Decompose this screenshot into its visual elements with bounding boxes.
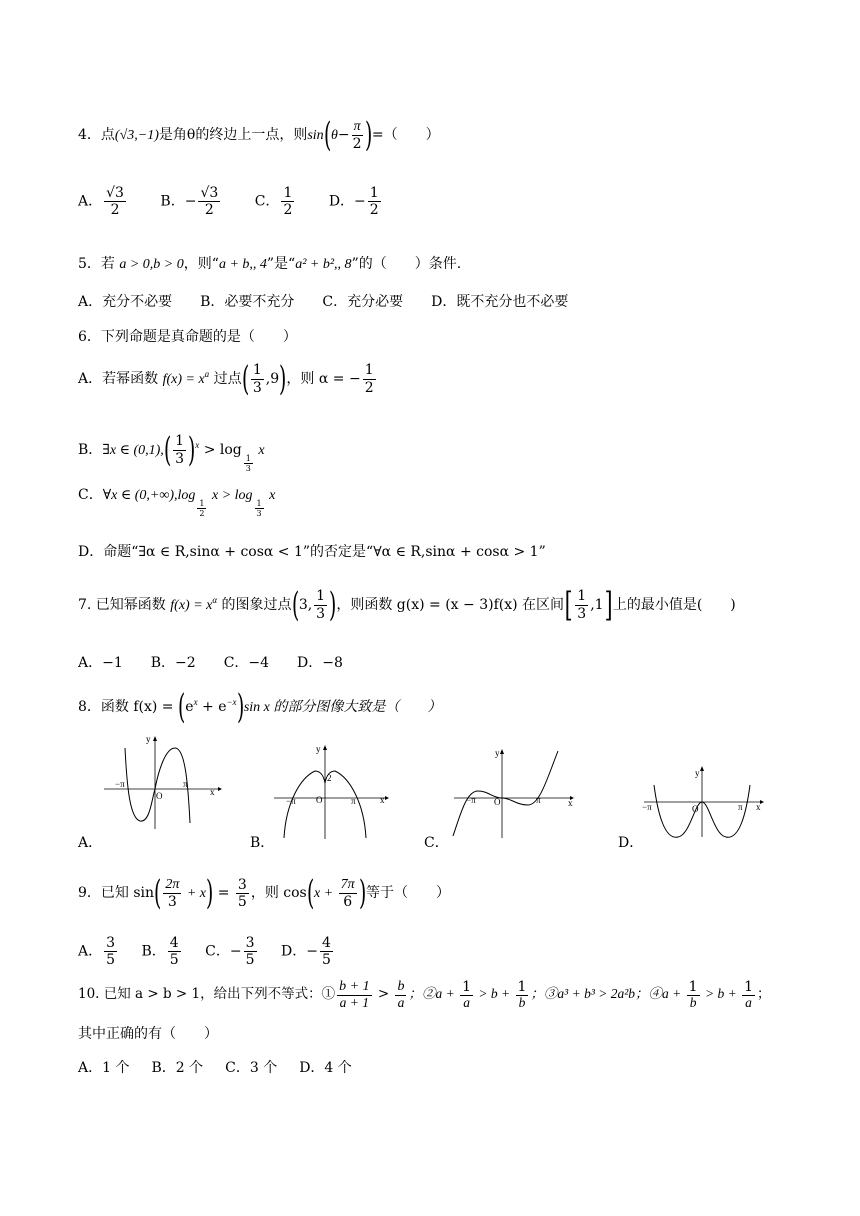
q6-stem: 6．下列命题是真命题的是（ ）	[78, 329, 297, 345]
q4-number: 4．	[78, 127, 101, 144]
q4-options	[78, 185, 411, 218]
q6-option-c[interactable]: C．∀x ∈ (0,+∞),log $\frac{1}{2}$ x > log $\frac{1}{3}$ x	[78, 487, 276, 518]
q10-line2: 其中正确的有（ ）	[78, 1026, 218, 1042]
q7-stem: 7. 已知幂函数 $f(x) = x^\alpha$ 的图象过点(3, $\frac{1}{3}$ )，则函数 g(x) = (x − 3)f(x) 在区间[ $\frac{1}{3}$ ,1]上的最小值是( )	[78, 585, 736, 625]
q4-option-c[interactable]: C． $\frac{1}{2}$	[254, 185, 293, 219]
q7-option-b[interactable]: B．−2	[150, 655, 196, 671]
q10-option-d[interactable]: D．4 个	[299, 1060, 352, 1076]
q4-option-d[interactable]: D．− $\frac{1}{2}$	[328, 185, 379, 219]
q10-option-c[interactable]: C．3 个	[225, 1060, 278, 1076]
q5-option-a[interactable]: A．充分不必要	[78, 294, 173, 310]
q7-option-a[interactable]: A．−1	[78, 655, 123, 671]
svg-text:−π: −π	[286, 796, 296, 806]
graph-a-x-label: x	[210, 787, 215, 797]
graph-b-label[interactable]: B．	[250, 835, 275, 851]
q8-stem: 8．函数 $f(x) = (e^x + e^{-x})\sin$ x 的部分图像大致是（ ）	[78, 687, 442, 727]
q9-option-b[interactable]: B． $\frac{4}{5}$	[141, 935, 179, 969]
svg-text:O: O	[692, 804, 699, 814]
q9-option-a[interactable]: A． $\frac{3}{5}$	[78, 935, 116, 969]
graph-a-y-label: y	[146, 734, 151, 744]
svg-text:−π: −π	[466, 795, 476, 805]
q4-option-b[interactable]: B．− $\frac{√3}{2}$	[160, 185, 219, 219]
graph-a-negpi: −π	[115, 779, 125, 789]
q5-options	[78, 295, 596, 309]
q10-option-b[interactable]: B．2 个	[151, 1060, 204, 1076]
q7-option-d[interactable]: D．−8	[297, 655, 343, 671]
svg-text:O: O	[316, 795, 323, 805]
q9-option-d[interactable]: D．− $\frac{4}{5}$	[281, 935, 331, 969]
graph-d[interactable]	[640, 765, 770, 845]
svg-text:2: 2	[327, 773, 332, 783]
q4-stem: 4．点(√3,−1)是角θ的终边上一点，则sin(θ− $\frac{\pi}{2}$ )=（ ）	[78, 115, 440, 156]
q5-option-b[interactable]: B．必要不充分	[200, 294, 295, 310]
graph-a[interactable]	[100, 733, 225, 833]
graph-a-pi: π	[183, 779, 188, 789]
graph-a-label[interactable]: A．	[78, 835, 103, 851]
q9-stem: 9．已知 sin( $\frac{2\pi}{3}$ + x) = $\frac{3}{5}$ ，则 cos(x + $\frac{7\pi}{6}$ )等于（ ）	[78, 873, 450, 914]
q4-option-a[interactable]: A． $\frac{√3}{2}$	[78, 185, 124, 219]
q10-options	[78, 1061, 380, 1075]
svg-text:y: y	[695, 768, 700, 778]
svg-text:x: x	[380, 795, 385, 805]
q7-options	[78, 656, 371, 670]
q9-options	[78, 935, 363, 968]
q10-stem: 10. 已知 a > b > 1，给出下列不等式：① $\frac{b + 1}{a + 1}$ > $\frac{b}{a}$ ；②a + $\frac{1}{a} > b$ + $\frac{1}{b}$ ；③a³ + b³ > 2a²b；④a + $\frac{1}{b} > b$ + $\frac{1}{a}$ ；	[78, 978, 771, 1011]
svg-text:y: y	[316, 744, 321, 754]
graph-d-label[interactable]: D．	[618, 835, 644, 851]
svg-text:O: O	[494, 797, 501, 807]
q5-option-d[interactable]: D．既不充分也不必要	[431, 294, 569, 310]
svg-text:x: x	[756, 802, 761, 812]
svg-text:π: π	[536, 795, 541, 805]
q6-option-d[interactable]: D．命题“∃α ∈ R,sinα + cosα < 1”的否定是“∀α ∈ R,sinα + cosα > 1”	[78, 544, 546, 560]
graph-c[interactable]	[448, 746, 578, 841]
q5-option-c[interactable]: C．充分必要	[322, 294, 404, 310]
graph-a-origin: O	[156, 791, 163, 801]
graph-c-curve	[453, 751, 558, 836]
svg-text:x: x	[568, 798, 573, 808]
q5-stem: 5．若 a > 0,b > 0，则“a + b,, 4”是“a² + b²,, 8”的（ ）条件.	[78, 256, 462, 272]
graph-c-label[interactable]: C．	[424, 835, 449, 851]
q6-option-b[interactable]: B．∃x ∈ (0,1),( $\frac{1}{3}$ )$^x$ > log $\frac{1}{3}$ x	[78, 430, 265, 473]
graph-a-curve	[125, 748, 190, 823]
q9-option-c[interactable]: C．− $\frac{3}{5}$	[205, 935, 255, 969]
q6-option-a[interactable]: A．若幂函数 $f(x) = x^a$ 过点( $\frac{1}{3}$ ,9)，则 α = − $\frac{1}{2}$	[78, 359, 374, 399]
svg-text:π: π	[738, 802, 743, 812]
svg-text:−π: −π	[642, 802, 652, 812]
graph-b[interactable]	[270, 743, 395, 843]
q10-option-a[interactable]: A．1 个	[78, 1060, 130, 1076]
svg-text:y: y	[495, 748, 500, 758]
q7-option-c[interactable]: C．−4	[223, 655, 270, 671]
svg-text:π: π	[351, 796, 356, 806]
